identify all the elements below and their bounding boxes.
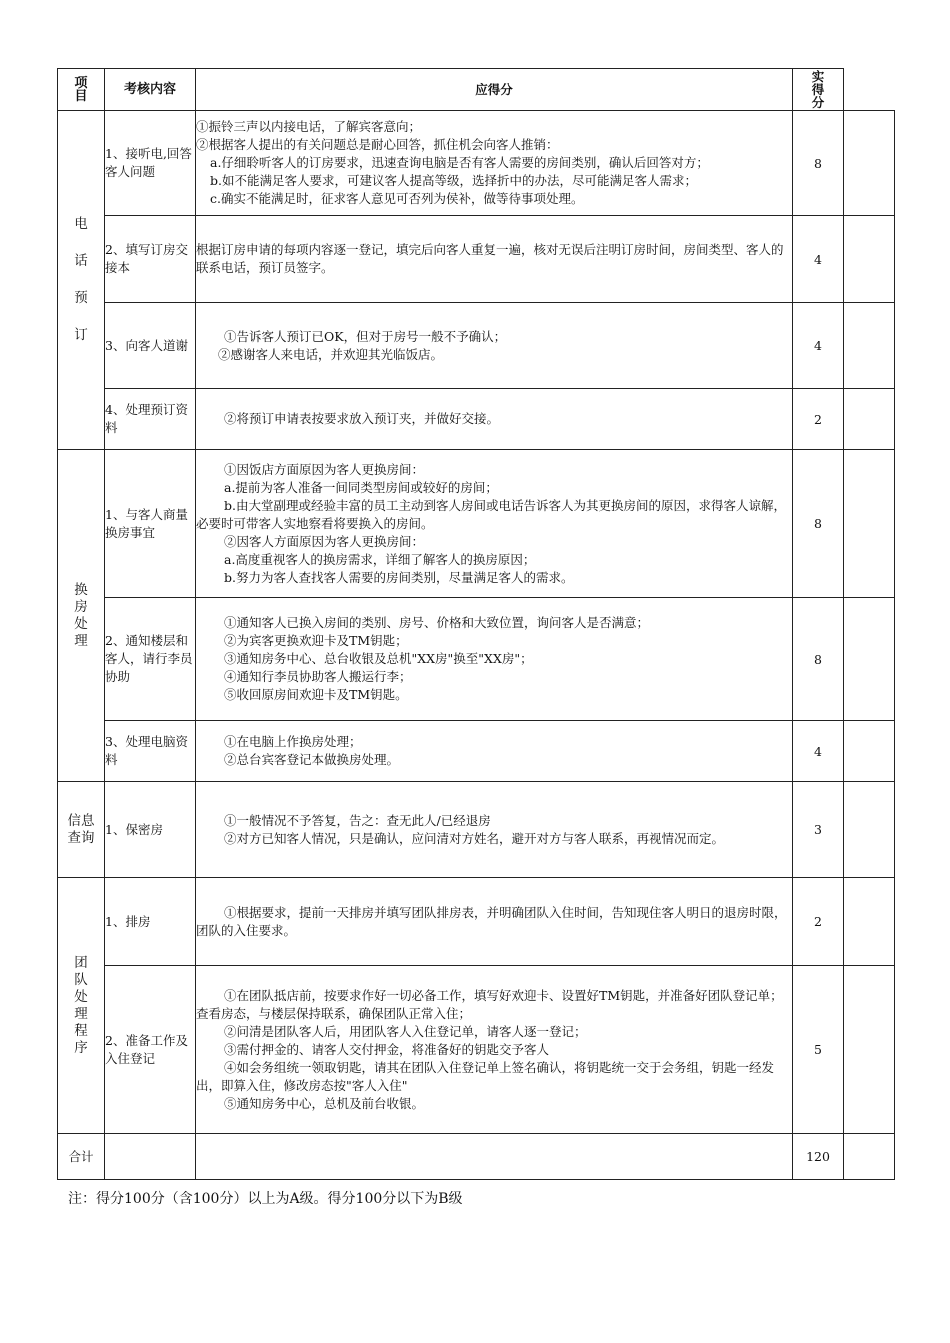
content-line: ②感谢客人来电话，并欢迎其光临饭店。 (218, 346, 444, 362)
header-row (58, 69, 895, 111)
total-score: 120 (793, 1134, 844, 1180)
content-line: ③通知房务中心、总台收银及总机"XX房"换至"XX房"； (224, 651, 533, 666)
content-line: ②根据客人提出的有关问题总是耐心回答，抓住机会向客人推销： (196, 137, 559, 152)
content-line: ②总台宾客登记本做换房处理。 (224, 752, 400, 767)
header-item: 项目 (58, 69, 105, 111)
sub-item: 3、向客人道谢 (105, 303, 196, 389)
content-line: ①在电脑上作换房处理； (224, 734, 362, 749)
content-line: ⑤收回原房间欢迎卡及TM钥匙。 (224, 687, 408, 702)
content-line: b.由大堂副理或经验丰富的员工主动到客人房间或电话告诉客人为其更换房间的原因，求得客人谅解，必要时可带客人实地察看将要换入的房间。 (196, 497, 786, 531)
content-line: ②问清是团队客人后，用团队客人入住登记单，请客人逐一登记； (224, 1023, 587, 1039)
table-row (58, 389, 895, 450)
actual-score (844, 450, 895, 598)
header-due-score: 应得分 (196, 69, 793, 111)
due-score: 8 (793, 450, 844, 598)
actual-score (844, 721, 895, 782)
content-cell (196, 303, 793, 389)
grading-note: 注：得分100分（含100分）以上为A级。得分100分以下为B级 (68, 1191, 463, 1207)
due-score: 2 (793, 389, 844, 450)
table-row (58, 111, 895, 216)
table-row (58, 303, 895, 389)
due-score: 4 (793, 303, 844, 389)
category-cell: 团队处理程序 (58, 878, 105, 1134)
content-line: ②将预订申请表按要求放入预订夹，并做好交接。 (224, 411, 500, 426)
content-line: ④通知行李员协助客人搬运行李； (224, 669, 412, 684)
content-cell (196, 389, 793, 450)
table-row (58, 216, 895, 303)
content-line: 根据订房申请的每项内容逐一登记，填完后向客人重复一遍，核对无误后注明订房时间，房间类型、客人的联系电话，预订员签字。 (196, 242, 784, 275)
sub-item: 4、处理预订资料 (105, 389, 196, 450)
content-line: ①通知客人已换入房间的类别、房号、价格和大致位置，询问客人是否满意； (224, 615, 650, 630)
content-cell (196, 721, 793, 782)
actual-score (844, 782, 895, 878)
content-line: ②因客人方面原因为客人更换房间： (224, 533, 425, 549)
content-cell (196, 111, 793, 216)
actual-score (844, 389, 895, 450)
sub-item: 1、保密房 (105, 782, 196, 878)
total-empty-sub (105, 1134, 196, 1180)
content-cell (196, 598, 793, 721)
sub-item: 2、填写订房交接本 (105, 216, 196, 303)
content-line: c.确实不能满足时，征求客人意见可否列为侯补，做等待事项处理。 (210, 191, 584, 206)
total-empty-content (196, 1134, 793, 1180)
content-line: ②对方已知客人情况，只是确认，应问清对方姓名，避开对方与客人联系，再视情况而定。 (224, 830, 725, 846)
content-line: ①因饭店方面原因为客人更换房间： (224, 461, 425, 477)
content-cell (196, 782, 793, 878)
sub-item: 3、处理电脑资料 (105, 721, 196, 782)
actual-score (844, 216, 895, 303)
content-line: b.如不能满足客人要求，可建议客人提高等级，选择折中的办法，尽可能满足客人需求； (210, 173, 697, 188)
category-cell: 换房处理 (58, 450, 105, 782)
due-score: 4 (793, 721, 844, 782)
actual-score (844, 303, 895, 389)
due-score: 5 (793, 966, 844, 1134)
assessment-table (57, 68, 895, 1180)
content-line: a.提前为客人准备一间同类型房间或较好的房间； (224, 479, 498, 495)
table-row (58, 782, 895, 878)
category-cell: 电话预订 (58, 111, 105, 450)
sub-item: 1、接听电,回答客人问题 (105, 111, 196, 216)
content-line: ⑤通知房务中心，总机及前台收银。 (224, 1095, 425, 1111)
sub-item: 1、与客人商量换房事宜 (105, 450, 196, 598)
content-line: a.仔细聆听客人的订房要求，迅速查询电脑是否有客人需要的房间类别，确认后回答对方； (210, 155, 709, 170)
table-row (58, 966, 895, 1134)
content-cell (196, 216, 793, 303)
actual-score (844, 878, 895, 966)
content-cell (196, 966, 793, 1134)
content-line: ①一般情况不予答复，告之：查无此人/已经退房 (224, 812, 491, 828)
category-cell: 信息查询 (58, 782, 105, 878)
content-line: ①告诉客人预订已OK，但对于房号一般不予确认； (224, 328, 507, 344)
actual-score (844, 111, 895, 216)
header-content: 考核内容 (105, 69, 196, 111)
content-line: ②为宾客更换欢迎卡及TM钥匙； (224, 633, 408, 648)
due-score: 4 (793, 216, 844, 303)
sub-item: 2、准备工作及入住登记 (105, 966, 196, 1134)
total-label: 合计 (58, 1134, 105, 1180)
content-line: ①根据要求，提前一天排房并填写团队排房表，并明确团队入住时间，告知现住客人明日的退房时限，团队的入住要求。 (196, 904, 787, 938)
total-row (58, 1134, 895, 1180)
table-row (58, 450, 895, 598)
content-line: ①振铃三声以内接电话，了解宾客意向； (196, 119, 422, 134)
table-row (58, 598, 895, 721)
table-row (58, 878, 895, 966)
content-cell (196, 450, 793, 598)
content-cell (196, 878, 793, 966)
due-score: 8 (793, 598, 844, 721)
due-score: 3 (793, 782, 844, 878)
content-line: a.高度重视客人的换房需求，详细了解客人的换房原因； (224, 551, 536, 567)
sub-item: 2、通知楼层和客人，请行李员协助 (105, 598, 196, 721)
total-actual-score (844, 1134, 895, 1180)
actual-score (844, 598, 895, 721)
due-score: 2 (793, 878, 844, 966)
actual-score (844, 966, 895, 1134)
table-row (58, 721, 895, 782)
due-score: 8 (793, 111, 844, 216)
header-actual-score: 实得分 (793, 69, 844, 111)
content-line: ④如会务组统一领取钥匙，请其在团队入住登记单上签名确认，将钥匙统一交于会务组，钥匙一经发出，即算入住，修改房态按"客人入住" (196, 1059, 775, 1093)
content-line: b.努力为客人查找客人需要的房间类别，尽量满足客人的需求。 (224, 569, 574, 585)
content-line: ③需付押金的、请客人交付押金，将准备好的钥匙交予客人 (224, 1041, 550, 1057)
sub-item: 1、排房 (105, 878, 196, 966)
content-line: ①在团队抵店前，按要求作好一切必备工作，填写好欢迎卡、设置好TM钥匙，并准备好团队登记单；查看房态，与楼层保持联系，确保团队正常入住； (196, 987, 783, 1021)
